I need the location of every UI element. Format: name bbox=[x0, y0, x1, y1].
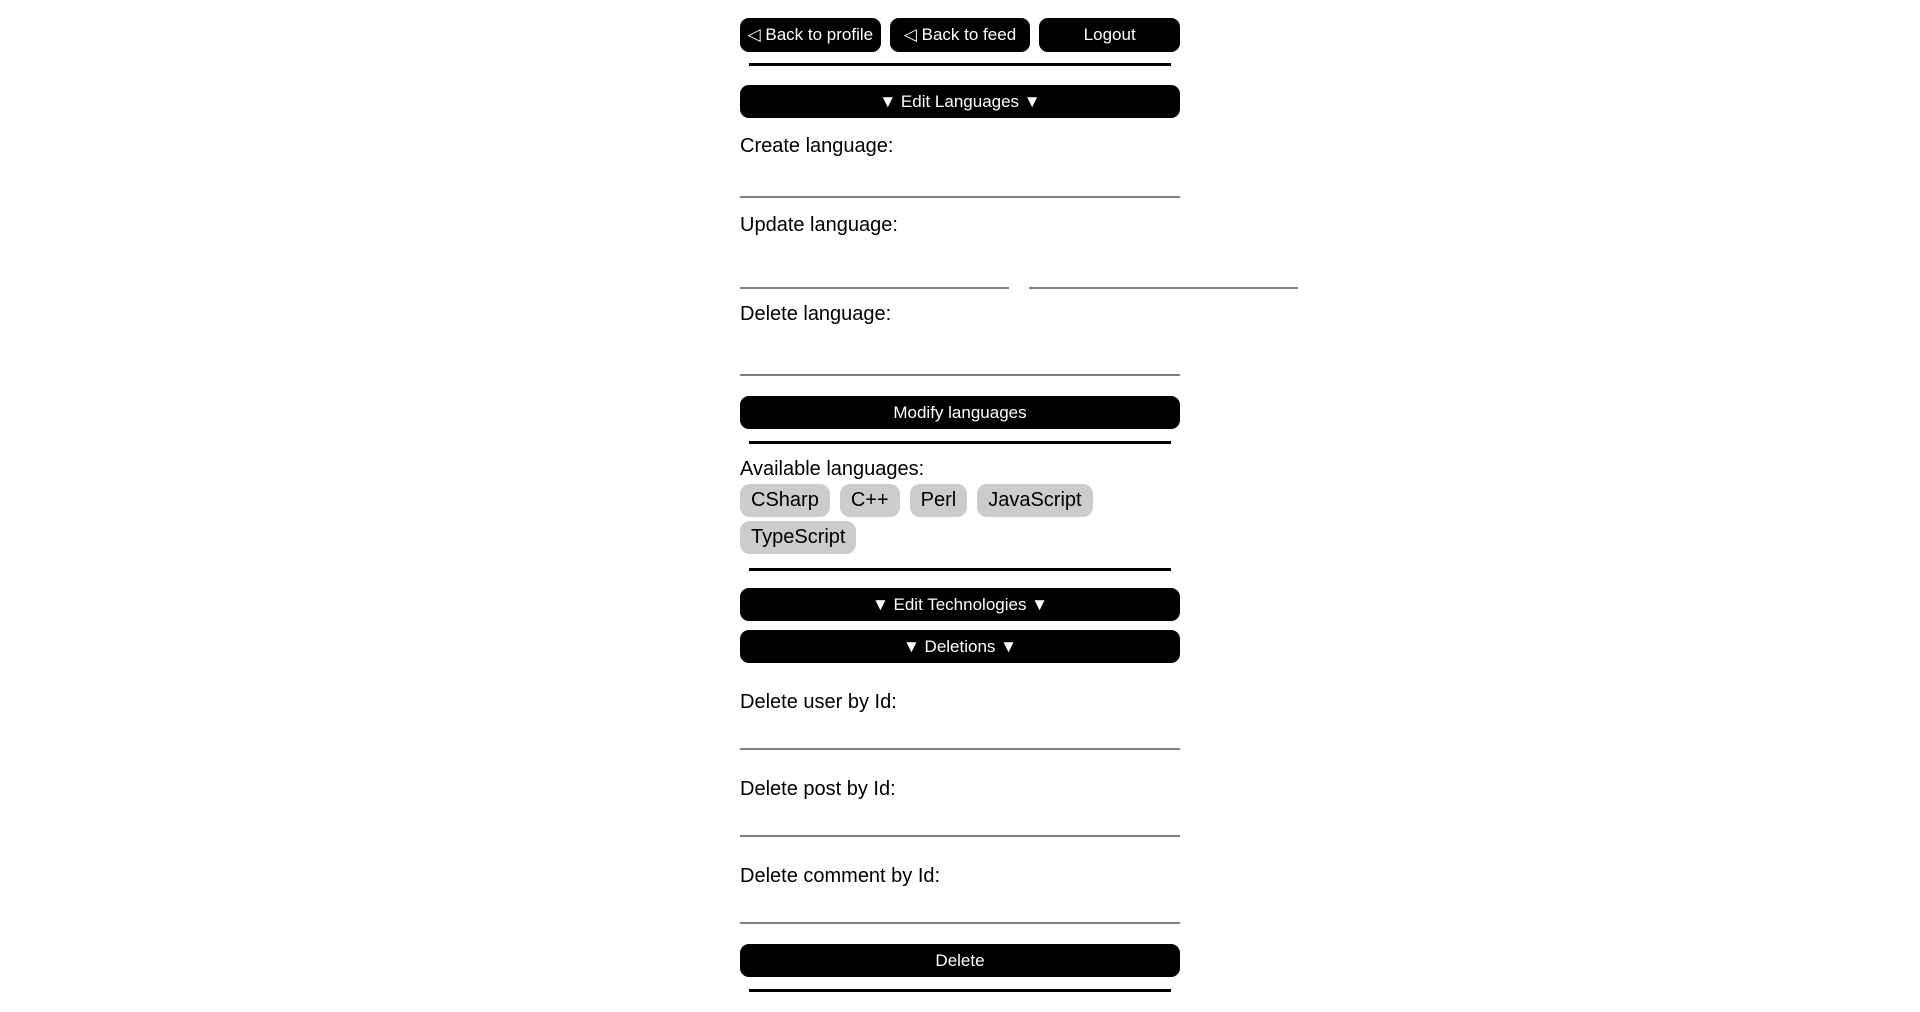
deletions-toggle[interactable]: ▼ Deletions ▼ bbox=[740, 630, 1180, 663]
delete-language-label: Delete language: bbox=[740, 303, 892, 325]
delete-user-label: Delete user by Id: bbox=[740, 691, 897, 713]
section-divider bbox=[749, 989, 1171, 992]
back-to-profile-button[interactable]: ◁ Back to profile bbox=[740, 18, 881, 52]
section-divider bbox=[749, 568, 1171, 571]
available-languages-label: Available languages: bbox=[740, 458, 925, 480]
section-divider bbox=[749, 63, 1171, 66]
language-chip: C++ bbox=[840, 484, 900, 517]
update-language-inputs bbox=[740, 237, 1180, 289]
edit-languages-toggle[interactable]: ▼ Edit Languages ▼ bbox=[740, 85, 1180, 118]
logout-button[interactable]: Logout bbox=[1039, 18, 1180, 52]
modify-languages-button[interactable]: Modify languages bbox=[740, 396, 1180, 429]
language-chip: TypeScript bbox=[740, 521, 856, 554]
delete-button[interactable]: Delete bbox=[740, 944, 1180, 977]
admin-panel bbox=[740, 18, 1180, 992]
back-to-feed-button[interactable]: ◁ Back to feed bbox=[890, 18, 1031, 52]
section-divider bbox=[749, 441, 1171, 444]
delete-comment-label: Delete comment by Id: bbox=[740, 865, 941, 887]
edit-technologies-toggle[interactable]: ▼ Edit Technologies ▼ bbox=[740, 588, 1180, 621]
language-chip: CSharp bbox=[740, 484, 830, 517]
delete-post-input[interactable] bbox=[740, 801, 1180, 837]
language-chip: Perl bbox=[910, 484, 968, 517]
delete-post-label: Delete post by Id: bbox=[740, 778, 896, 800]
top-nav bbox=[740, 18, 1180, 52]
delete-comment-input[interactable] bbox=[740, 888, 1180, 924]
update-language-current-input[interactable] bbox=[740, 237, 1009, 289]
available-languages-list bbox=[740, 484, 1180, 554]
update-language-new-input[interactable] bbox=[1029, 237, 1298, 289]
update-language-label: Update language: bbox=[740, 214, 898, 236]
language-chip: JavaScript bbox=[977, 484, 1092, 517]
delete-user-input[interactable] bbox=[740, 714, 1180, 750]
create-language-label: Create language: bbox=[740, 135, 894, 157]
create-language-input[interactable] bbox=[740, 158, 1180, 198]
delete-language-input[interactable] bbox=[740, 326, 1180, 376]
